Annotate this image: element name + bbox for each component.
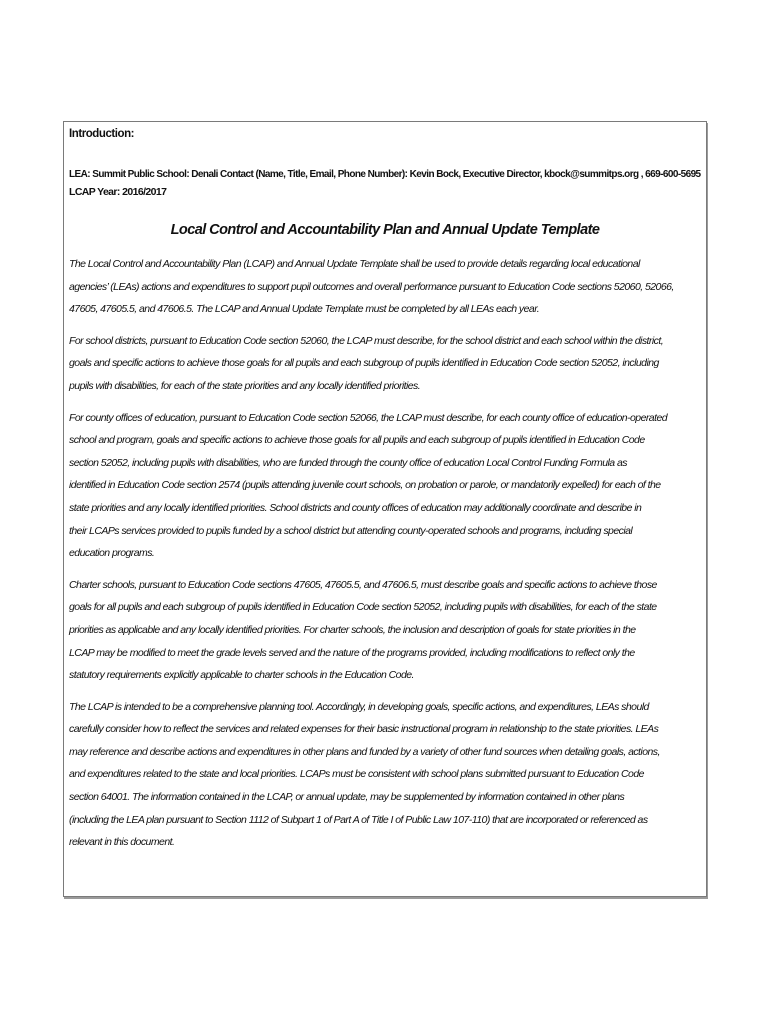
body-paragraph [69,407,701,565]
paragraph-line: state priorities and any locally identified priorities. School districts and county offices of education may additionally coordinate and describe in [69,501,642,514]
paragraph-line: may reference and describe actions and expenditures in other plans and funded by a variety of other fund sources when detailing goals, actions, [69,745,660,758]
paragraph-line: relevant in this document. [69,836,175,849]
paragraph-line: Charter schools, pursuant to Education Code sections 47605, 47605.5, and 47606.5, must describe goals and specific actions to achieve those [69,578,657,591]
paragraph-line: LCAP may be modified to meet the grade levels served and the nature of the programs provided, including modifications to reflect only the [69,646,635,659]
paragraph-line: identified in Education Code section 2574 (pupils attending juvenile court schools, on probation or parole, or mandatorily expelled) for each of the [69,479,661,492]
paragraph-line: and expenditures related to the state and local priorities. LCAPs must be consistent with school plans submitted pursuant to Education Code [69,768,644,781]
paragraph-line: agencies’ (LEAs) actions and expenditures to support pupil outcomes and overall performance pursuant to Education Code sections 52060, 52066, [69,280,674,293]
paragraph-line: their LCAPs services provided to pupils funded by a school district but attending county-operated schools and programs, including special [69,524,633,537]
paragraph-line: goals for all pupils and each subgroup of pupils identified in Education Code section 52052, including pupils with disabilities, for each of the state [69,601,657,614]
paragraph-line: pupils with disabilities, for each of the state priorities and any locally identified priorities. [69,379,421,392]
paragraph-line: education programs. [69,547,155,560]
body-paragraphs [69,253,701,854]
paragraph-line: (including the LEA plan pursuant to Section 1112 of Subpart 1 of Part A of Title I of Public Law 107-110) that are incorporated or referenced as [69,813,648,826]
lea-info [69,165,701,201]
paragraph-line: school and program, goals and specific actions to achieve those goals for all pupils and each subgroup of pupils identified in Education Code [69,434,645,447]
document-page [63,121,707,897]
paragraph-line: For county offices of education, pursuant to Education Code section 52066, the LCAP must describe, for each county office of education-operated [69,411,668,424]
paragraph-line: The Local Control and Accountability Plan (LCAP) and Annual Update Template shall be used to provide details regarding local educational [69,258,640,270]
paragraph-line: For school districts, pursuant to Education Code section 52060, the LCAP must describe, for the school district and each school within the district, [69,334,664,347]
body-paragraph [69,253,701,321]
paragraph-line: statutory requirements explicitly applicable to charter schools in the Education Code. [69,669,414,682]
lcap-year: LCAP Year: 2016/2017 [69,186,167,198]
paragraph-line: section 52052, including pupils with disabilities, who are funded through the county office of education Local Control Funding Formula as [69,456,627,469]
paragraph-line: section 64001. The information contained in the LCAP, or annual update, may be supplemented by information contained in other plans [69,791,625,804]
body-paragraph [69,696,701,854]
document-title: Local Control and Accountability Plan and Annual Update Template [170,222,600,238]
body-paragraph [69,574,701,687]
paragraph-line: 47605, 47605.5, and 47606.5. The LCAP and Annual Update Template must be completed by all LEAs each year. [69,303,540,316]
paragraph-line: goals and specific actions to achieve those goals for all pupils and each subgroup of pupils identified in Education Code section 52052, including [69,357,659,370]
paragraph-line: carefully consider how to reflect the services and related expenses for their basic instructional program in relationship to the state priorities. LEAs [69,723,659,736]
paragraph-line: priorities as applicable and any locally identified priorities. For charter schools, the inclusion and description of goals for state priorities in the [69,623,636,636]
lea-contact-line: LEA: Summit Public School: Denali Contact (Name, Title, Email, Phone Number): Kevin Bock, Executive Director, kbock@summitps.org , 669-600-5695 [69,168,701,180]
intro-heading: Introduction: [69,128,135,140]
body-paragraph [69,330,701,398]
paragraph-line: The LCAP is intended to be a comprehensive planning tool. Accordingly, in developing goals, specific actions, and expenditures, LEAs should [69,700,649,713]
